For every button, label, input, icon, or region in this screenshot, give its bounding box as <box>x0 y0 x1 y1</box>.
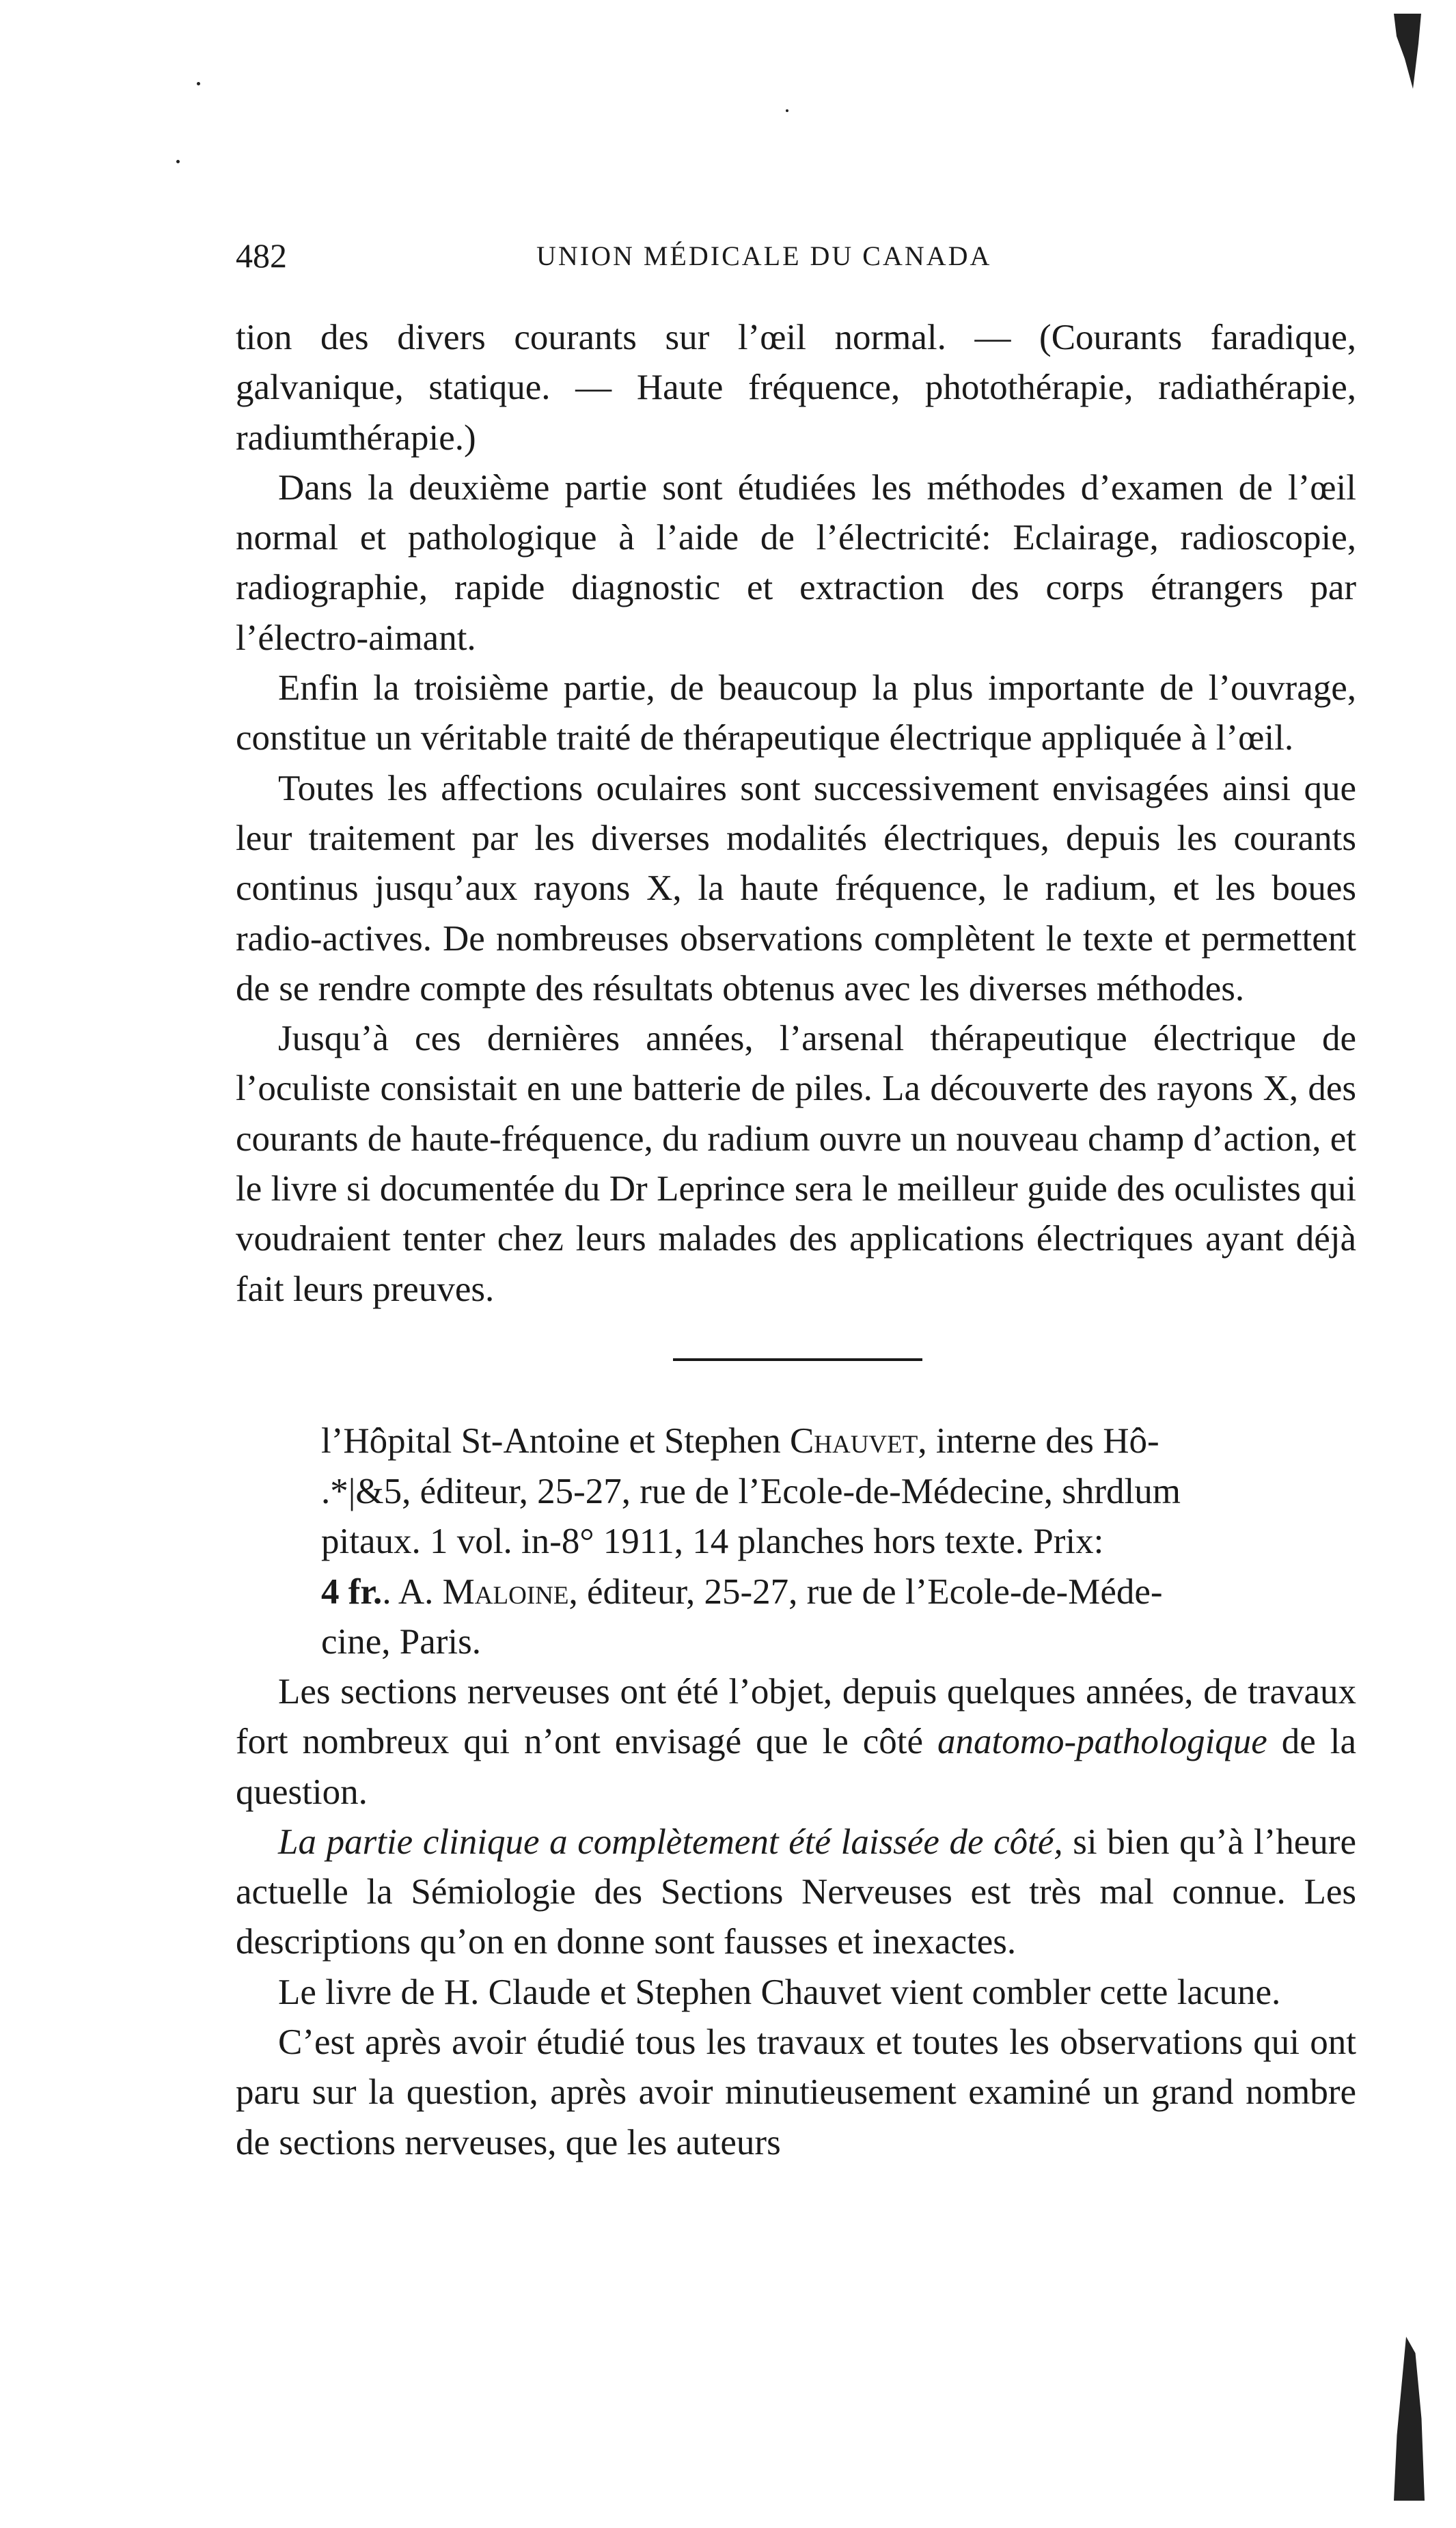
scan-speck-top-right <box>1394 14 1421 89</box>
scan-dot-1 <box>197 82 200 85</box>
paragraph-5: Jusqu’à ces dernières années, l’arsenal thérapeutique électrique de l’oculiste consistait en une batterie de piles. La découverte des rayons X, des courants de haute-fréquence, du radium ouvre un nouveau champ d’action, et le livre si documentée du Dr Leprince sera le meilleur guide des oculistes qui voudraient tenter chez leurs malades des applications électriques ayant déjà fait leurs preuves. <box>236 1019 1356 1309</box>
scan-speck-bottom-right <box>1394 2337 1425 2501</box>
paragraph-6: Les sections nerveuses ont été l’objet, depuis quelques années, de travaux fort nombreux qui n’ont envisagé que le côté anatomo-pathologique de la question. <box>236 1672 1356 1812</box>
page-number: 482 <box>236 236 287 275</box>
citation-line-2: .*|&5, éditeur, 25-27, rue de l’Ecole-de-Médecine, shrdlum <box>321 1471 1181 1511</box>
scan-dot-3 <box>786 109 788 112</box>
paragraph-2: Dans la deuxième partie sont étudiées les méthodes d’examen de l’œil normal et pathologique à l’aide de l’électricité: Eclairage, radioscopie, radiographie, rapide diagnostic et extraction des corps étrangers par l’électro-aimant. <box>236 467 1356 658</box>
author-name: Chauvet <box>789 1421 918 1461</box>
italic-phrase: La partie clinique a complètement été laissée de côté, <box>278 1822 1063 1862</box>
running-head: UNION MÉDICALE DU CANADA <box>536 241 992 271</box>
publisher-name: Maloine <box>442 1571 569 1612</box>
citation-line-5: cine, Paris. <box>321 1622 482 1662</box>
section-separator <box>673 1358 922 1361</box>
page-header <box>236 236 1353 284</box>
paragraph-3: Enfin la troisième partie, de beaucoup la plus importante de l’ouvrage, constitue un véritable traité de thérapeutique électrique appliquée à l’œil. <box>236 668 1356 758</box>
scan-dot-2 <box>176 160 180 163</box>
review-text-continued <box>236 313 1356 1315</box>
citation-line-4: 4 fr.. A. Maloine, éditeur, 25-27, rue de l’Ecole-de-Méde- <box>321 1571 1163 1612</box>
citation-line-3: pitaux. 1 vol. in-8° 1911, 14 planches hors texte. Prix: <box>321 1522 1104 1561</box>
price: 4 fr. <box>321 1571 383 1612</box>
paragraph-4: Toutes les affections oculaires sont successivement envisagées ainsi que leur traitement par les diverses modalités électriques, depuis les courants continus jusqu’aux rayons X, la haute fréquence, le radium, et les boues radio-actives. De nombreuses observations complètent le texte et permettent de se rendre compte des résultats obtenus avec les diverses méthodes. <box>236 768 1356 1008</box>
paragraph-7: La partie clinique a complètement été laissée de côté, si bien qu’à l’heure actuelle la Sémiologie des Sections Nerveuses est très mal connue. Les descriptions qu’on en donne sont fausses et inexactes. <box>236 1822 1356 1962</box>
italic-term: anatomo-pathologique <box>937 1722 1267 1762</box>
book-citation <box>321 1416 1356 1668</box>
paragraph-9: C’est après avoir étudié tous les travaux et toutes les observations qui ont paru sur la question, après avoir minutieusement examiné un grand nombre de sections nerveuses, que les auteurs <box>236 2022 1356 2162</box>
review-text-new <box>236 1667 1356 2168</box>
paragraph-8: Le livre de H. Claude et Stephen Chauvet vient combler cette lacune. <box>278 1972 1281 2012</box>
citation-line-1: l’Hôpital St-Antoine et Stephen Chauvet, interne des Hô- <box>321 1421 1159 1461</box>
paragraph-1: tion des divers courants sur l’œil normal. — (Courants faradique, galvanique, statique. — Haute fréquence, photothérapie, radiathérapie, radiumthérapie.) <box>236 318 1356 458</box>
